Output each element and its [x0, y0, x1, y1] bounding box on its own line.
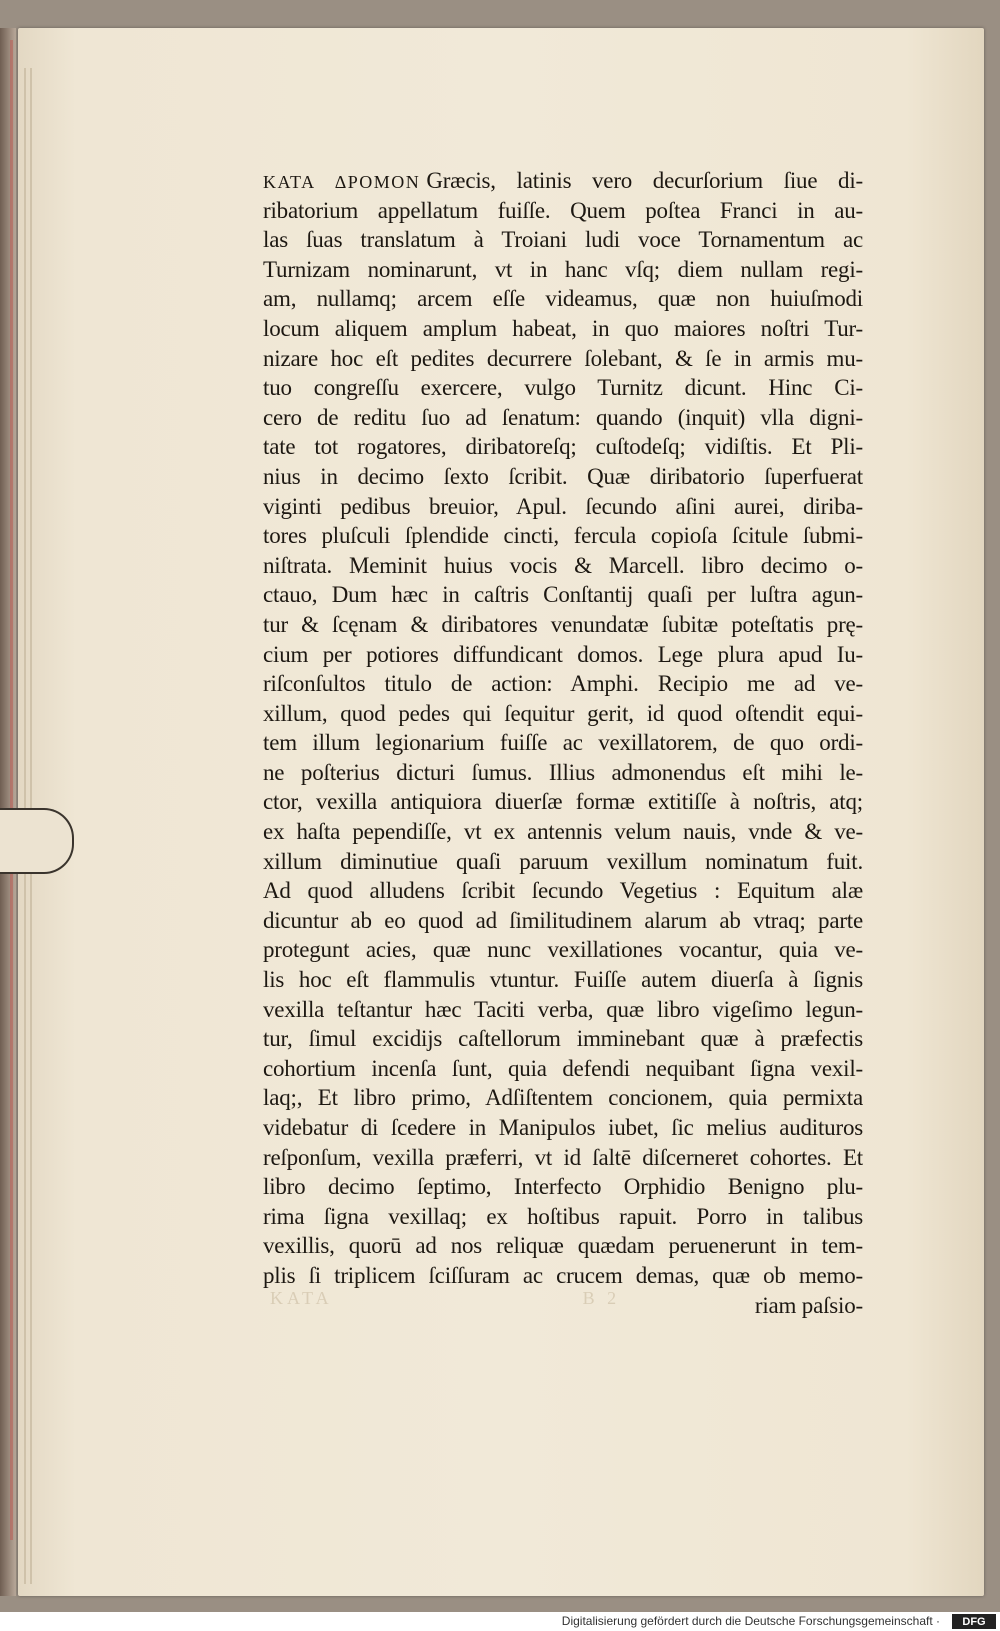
lead-word: ΚΑΤΑ ΔΡΟΜΟΝ — [263, 172, 421, 192]
text-line: nius in decimo ſexto ſcribit. Quæ diribatorio ſuperfuerat — [263, 463, 863, 489]
text-line: rima ſigna vexillaq; ex hoſtibus rapuit. Porro in talibus — [263, 1203, 863, 1229]
text-line: riſconſultos titulo de action: Amphi. Recipio me ad ve- — [263, 671, 863, 697]
text-line: niſtrata. Meminit huius vocis & Marcell. libro decimo o- — [263, 552, 863, 578]
footer-signature: B 2 — [582, 1288, 621, 1308]
text-line: Turnizam nominarunt, vt in hanc vſq; diem nullam regi- — [263, 256, 863, 282]
text-line: cium per potiores diffundicant domos. Lege plura apud Iu- — [263, 641, 863, 667]
text-line: nizare hoc eſt pedites decurrere ſolebant, & ſe in armis mu- — [263, 345, 863, 371]
show-through-footer — [270, 1288, 870, 1309]
text-line: protegunt acies, quæ nunc vexillationes vocantur, quia ve- — [263, 937, 863, 963]
text-line: dicuntur ab eo quod ad ſimilitudinem alarum ab vtraq; parte — [263, 907, 863, 933]
page-stack-edge — [10, 40, 13, 1540]
footer-catchword: ΚΑΤΑ — [270, 1288, 333, 1308]
text-line: ΚΑΤΑ ΔΡΟΜΟΝ Græcis, latinis vero decurſorium ſiue di- — [263, 168, 863, 193]
text-line: xillum, quod pedes qui ſequitur gerit, id quod oſtendit equi- — [263, 700, 863, 726]
text-line: am, nullamq; arcem eſſe videamus, quæ non huiuſmodi — [263, 286, 863, 312]
text-line: cero de reditu ſuo ad ſenatum: quando (inquit) vlla digni- — [263, 404, 863, 430]
text-line: reſponſum, vexilla præferri, vt id ſaltē diſcerneret cohortes. Et — [263, 1144, 863, 1170]
text-line: tem illum legionarium fuiſſe ac vexillatorem, de quo ordi- — [263, 730, 863, 756]
digitization-credit: Digitalisierung gefördert durch die Deutsche Forschungsgemeinschaft · — [561, 1614, 940, 1628]
text-line: tuo congreſſu exercere, vulgo Turnitz dicunt. Hinc Ci- — [263, 375, 863, 401]
text-line: ctauo, Dum hæc in caſtris Conſtantij quaſi per luſtra agun- — [263, 582, 863, 608]
text-line: ex haſta pependiſſe, vt ex antennis velum nauis, vnde & ve- — [263, 819, 863, 845]
text-line: laq;, Et libro primo, Adſiſtentem concionem, quia permixta — [263, 1085, 863, 1111]
text-line: vexillis, quorū ad nos reliquæ quædam peruenerunt in tem- — [263, 1233, 863, 1259]
text-line: tate tot rogatores, diribatoreſq; cuſtodeſq; vidiſtis. Et Pli- — [263, 434, 863, 460]
text-line: vexilla teſtantur hæc Taciti verba, quæ libro vigeſimo legun- — [263, 996, 863, 1022]
bookmark-tab — [0, 808, 74, 874]
text-line: tur & ſcęnam & diribatores venundatæ ſubitæ poteſtatis prę- — [263, 611, 863, 637]
text-line: cohortium incenſa ſunt, quia defendi nequibant ſigna vexil- — [263, 1055, 863, 1081]
catchword-line: riam paſsio- — [754, 1292, 863, 1318]
text-line: plis ſi triplicem ſciſſuram ac crucem demas, quæ ob memo- — [263, 1262, 863, 1288]
body-text — [263, 166, 863, 1320]
text-line: viginti pedibus breuior, Apul. ſecundo aſini aurei, diriba- — [263, 493, 863, 519]
text-line: las ſuas translatum à Troiani ludi voce Tornamentum ac — [263, 227, 863, 253]
text-line: tur, ſimul excidijs caſtellorum imminebant quæ à præfectis — [263, 1026, 863, 1052]
text-line: ribatorium appellatum fuiſſe. Quem poſtea Franci in au- — [263, 197, 863, 223]
text-line: ctor, vexilla antiquiora diuerſæ formæ extitiſſe à noſtris, atq; — [263, 789, 863, 815]
text-line: tores pluſculi ſplendide cincti, fercula copioſa ſcitule ſubmi- — [263, 523, 863, 549]
text-line: xillum diminutiue quaſi paruum vexillum nominatum fuit. — [263, 848, 863, 874]
text-line: videbatur di ſcedere in Manipulos iubet, ſic melius audituros — [263, 1115, 863, 1140]
text-line: libro decimo ſeptimo, Interfecto Orphidio Benigno plu- — [263, 1174, 863, 1200]
text-line: locum aliquem amplum habeat, in quo maiores noſtri Tur- — [263, 315, 863, 341]
dfg-logo: DFG — [952, 1614, 996, 1629]
text-line: lis hoc eſt flammulis vtuntur. Fuiſſe autem diuerſa à ſignis — [263, 967, 863, 993]
text-line: ne poſterius dicturi ſumus. Illius admonendus eſt mihi le- — [263, 759, 863, 785]
text-line: Ad quod alludens ſcribit ſecundo Vegetius : Equitum alæ — [263, 878, 863, 904]
